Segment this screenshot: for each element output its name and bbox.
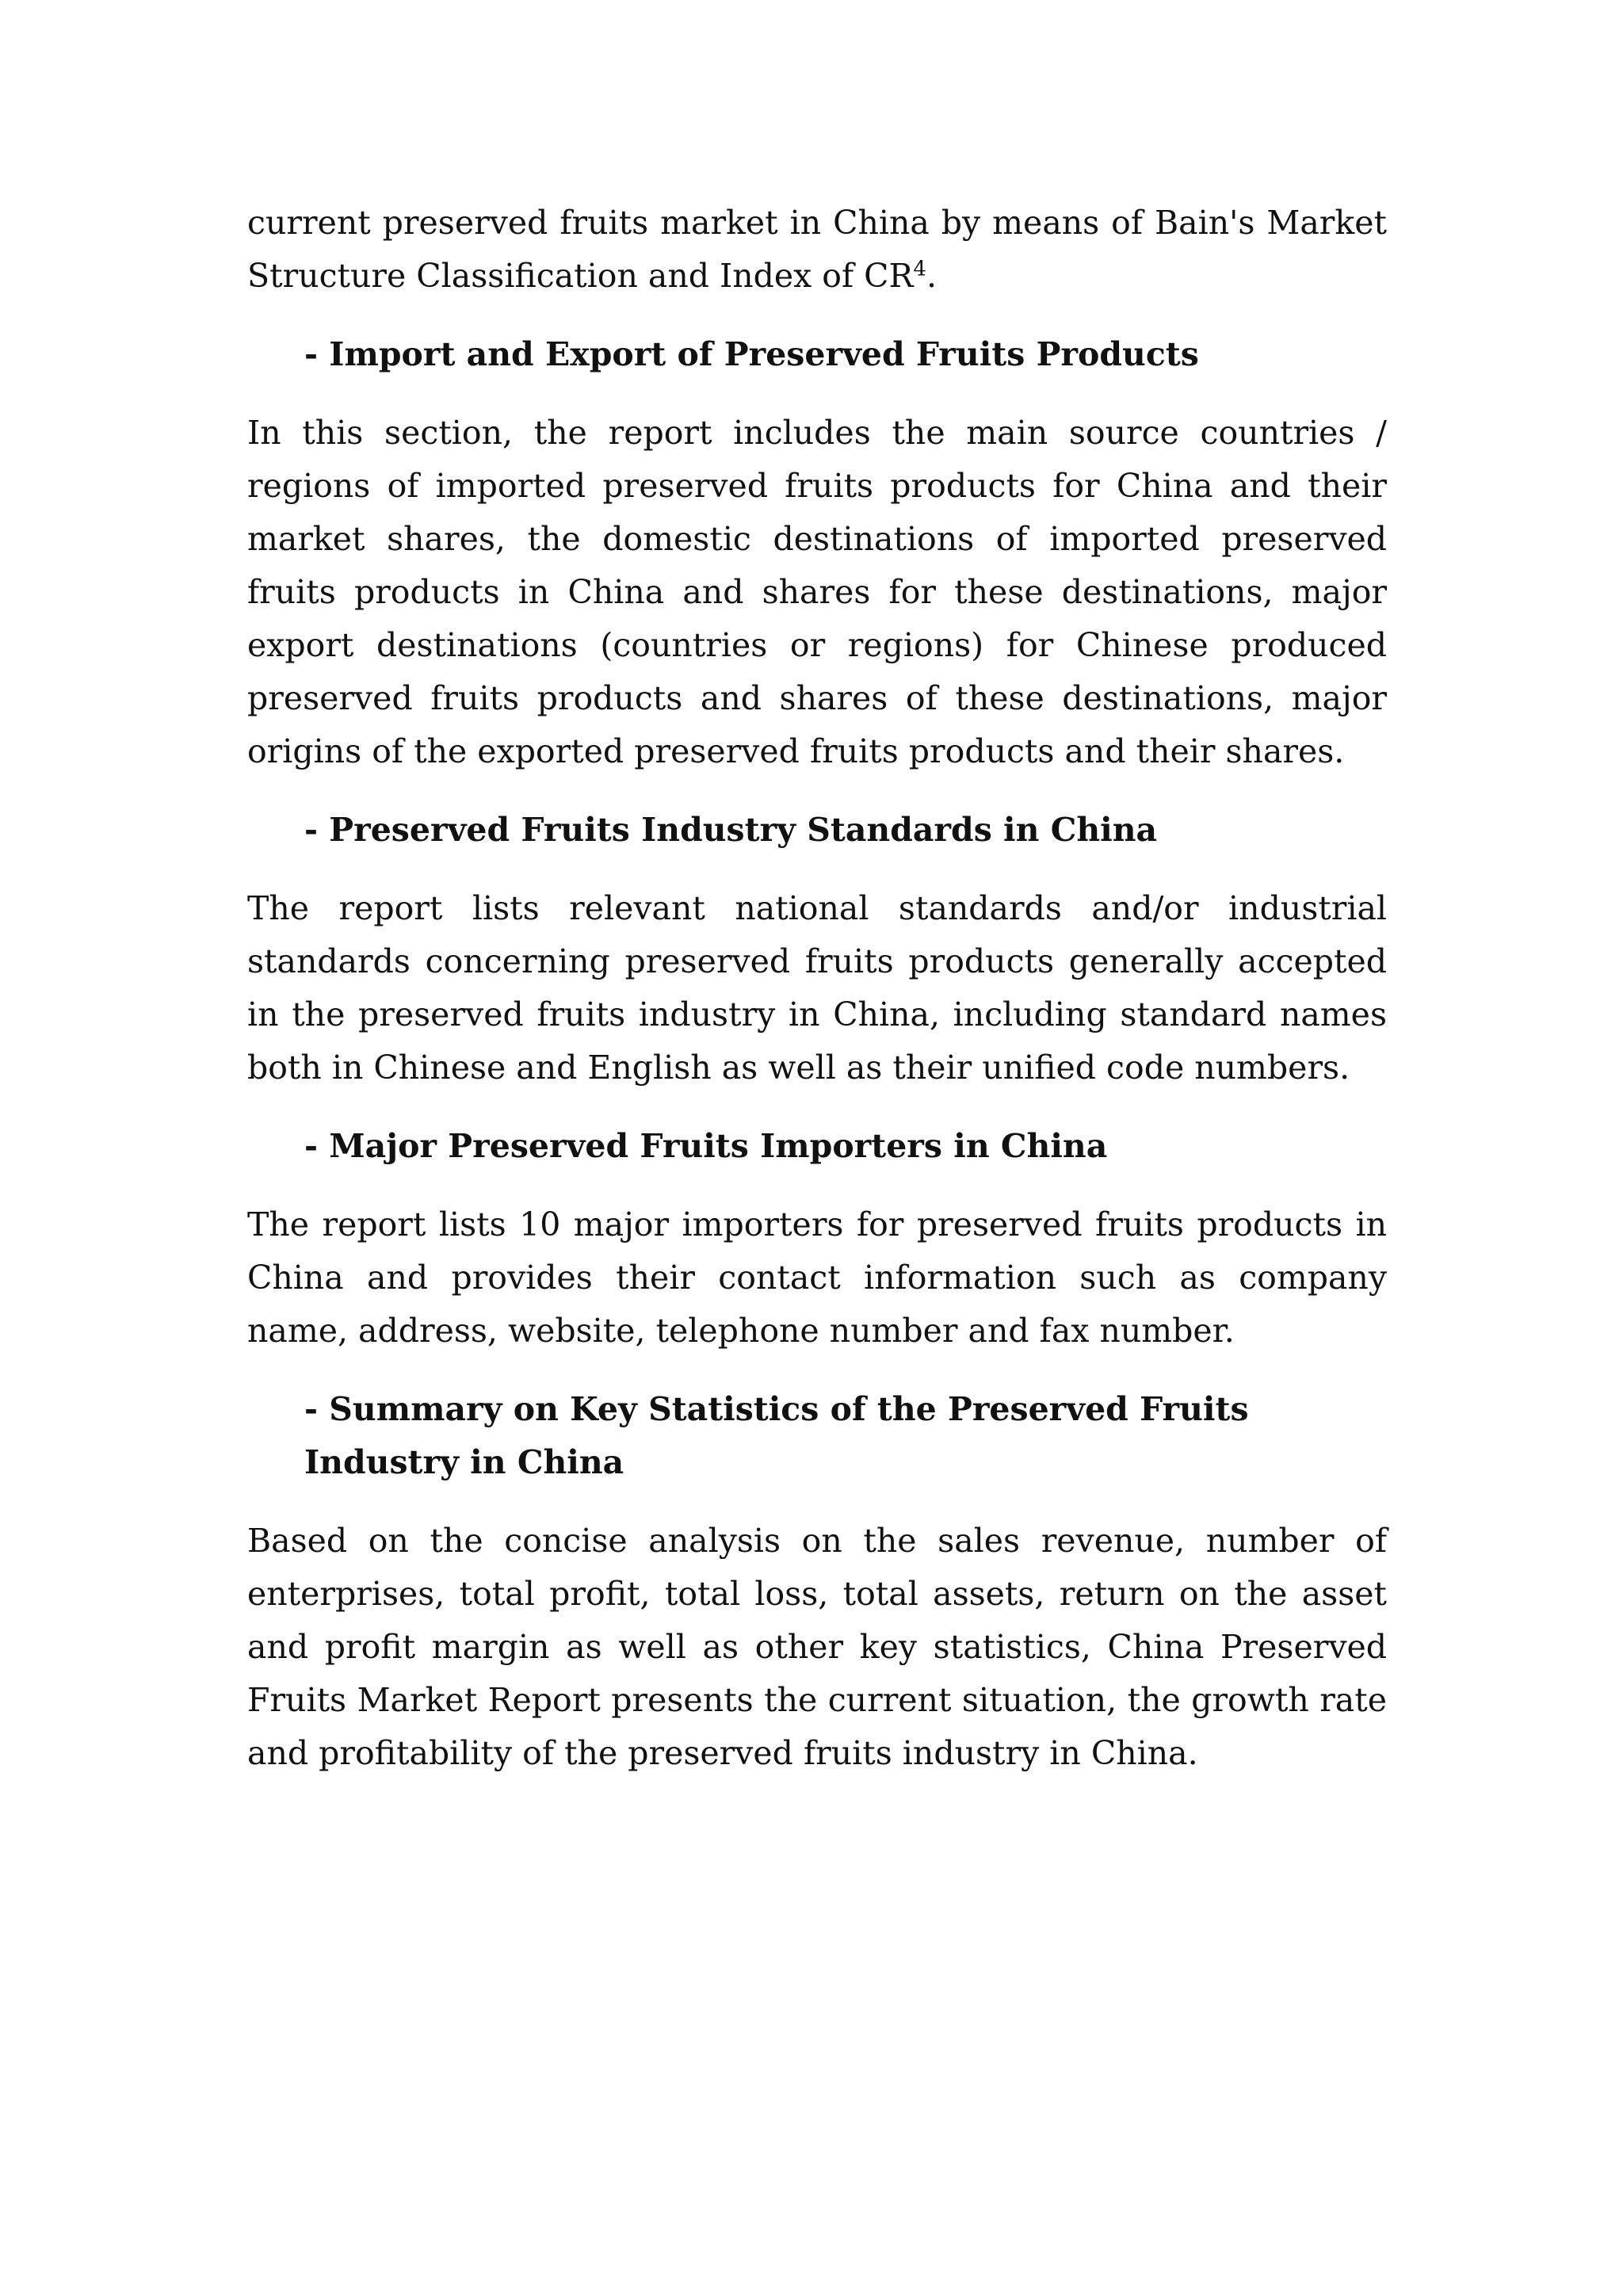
section-body-major-importers: The report lists 10 major importers for preserved fruits products in China and provides their contact information such as company name, address, website, telephone number and fax number. bbox=[247, 1205, 1387, 1350]
section-body-key-statistics: Based on the concise analysis on the sales revenue, number of enterprises, total profit, total loss, total assets, return on the asset and profit margin as well as other key statistics, China Preserved Fruits Market Report presents the current situation, the growth rate and profitability of the preserved fruits industry in China. bbox=[247, 1522, 1387, 1772]
section-heading-import-export: - Import and Export of Preserved Fruits Products bbox=[304, 335, 1199, 373]
section-heading-key-statistics: - Summary on Key Statistics of the Preserved Fruits Industry in China bbox=[304, 1390, 1249, 1481]
intro-text-end: . bbox=[926, 257, 938, 295]
section-heading-major-importers: - Major Preserved Fruits Importers in China bbox=[304, 1127, 1108, 1165]
section-heading-industry-standards: - Preserved Fruits Industry Standards in China bbox=[304, 811, 1158, 849]
section-body-import-export: In this section, the report includes the main source countries / regions of imported preserved fruits products for China and their market shares, the domestic destinations of imported preserved fruits products in China and shares for these destinations, major export destinations (countries or regions) for Chinese produced preserved fruits products and shares of these destinations, major origins of the exported preserved fruits products and their shares. bbox=[247, 414, 1387, 770]
section-body-industry-standards: The report lists relevant national standards and/or industrial standards concerning preserved fruits products generally accepted in the preserved fruits industry in China, including standard names both in Chinese and English as well as their unified code numbers. bbox=[247, 889, 1387, 1087]
intro-text: current preserved fruits market in China by means of Bain's Market Structure Classification and Index of CR bbox=[247, 204, 1387, 295]
page-content bbox=[247, 197, 1387, 1780]
intro-paragraph bbox=[247, 197, 1387, 303]
footnote-marker: 4 bbox=[913, 257, 926, 281]
